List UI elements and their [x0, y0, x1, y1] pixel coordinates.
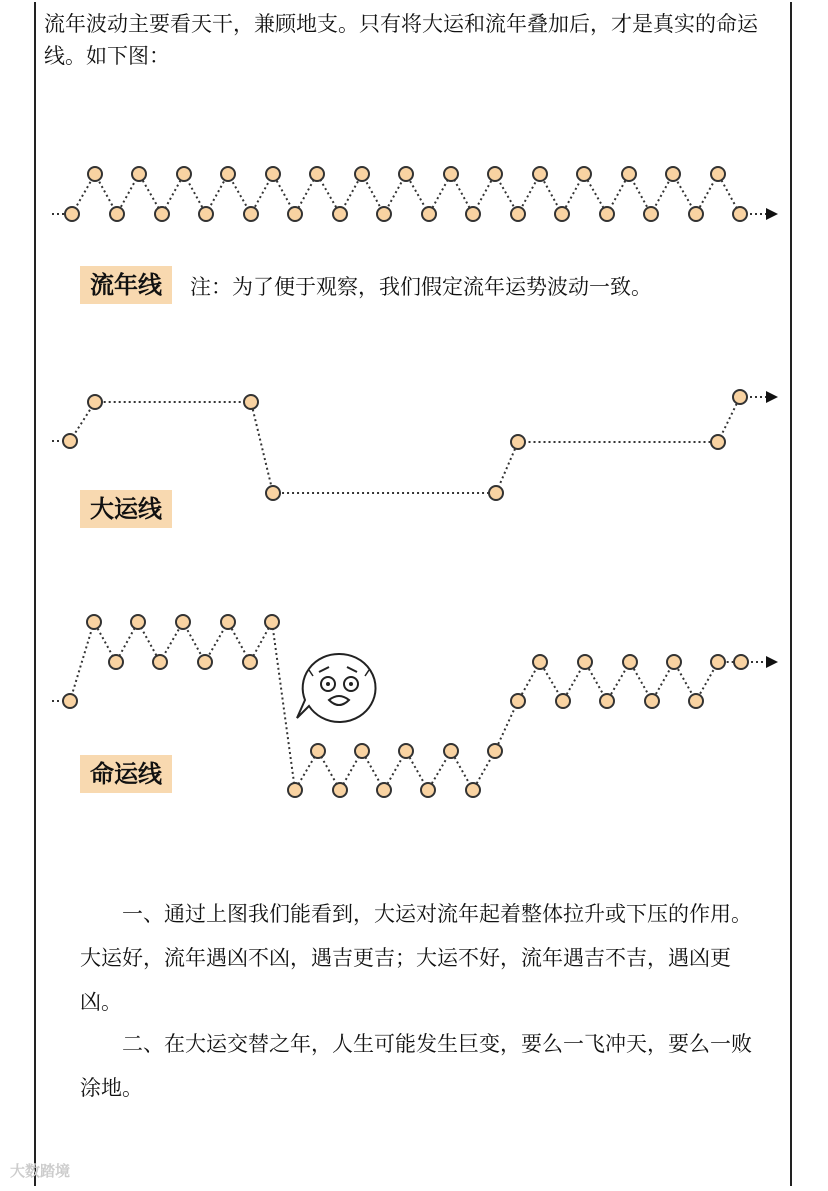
- node: [666, 167, 680, 181]
- node: [244, 395, 258, 409]
- node: [533, 655, 547, 669]
- node: [132, 167, 146, 181]
- node: [199, 207, 213, 221]
- node: [711, 167, 725, 181]
- node: [266, 486, 280, 500]
- node: [489, 486, 503, 500]
- node: [399, 744, 413, 758]
- node: [63, 434, 77, 448]
- node: [87, 615, 101, 629]
- node: [176, 615, 190, 629]
- node: [288, 207, 302, 221]
- node: [288, 783, 302, 797]
- node: [556, 694, 570, 708]
- node: [711, 435, 725, 449]
- note-text: 注：为了便于观察，我们假定流年运势波动一致。: [190, 275, 652, 299]
- node: [667, 655, 681, 669]
- node: [65, 207, 79, 221]
- arrow-right-icon: [766, 208, 778, 220]
- node: [355, 167, 369, 181]
- node: [266, 167, 280, 181]
- node: [733, 207, 747, 221]
- node: [421, 783, 435, 797]
- node: [333, 783, 347, 797]
- node: [466, 207, 480, 221]
- shocked-face-icon: [295, 650, 381, 732]
- node: [221, 167, 235, 181]
- node: [578, 655, 592, 669]
- node: [399, 167, 413, 181]
- node: [555, 207, 569, 221]
- node: [155, 207, 169, 221]
- node: [623, 655, 637, 669]
- label-mingyun: 命运线: [80, 755, 172, 793]
- node: [198, 655, 212, 669]
- node: [355, 744, 369, 758]
- node: [488, 744, 502, 758]
- node: [711, 655, 725, 669]
- arrow-right-icon: [766, 656, 778, 668]
- node: [734, 655, 748, 669]
- dayun-line: [52, 390, 778, 500]
- connector: [70, 397, 740, 493]
- node: [244, 207, 258, 221]
- node: [511, 694, 525, 708]
- node: [88, 167, 102, 181]
- node: [333, 207, 347, 221]
- watermark: 大数踏境: [10, 1162, 71, 1180]
- node: [153, 655, 167, 669]
- node: [310, 167, 324, 181]
- node: [177, 167, 191, 181]
- node: [466, 783, 480, 797]
- node: [377, 207, 391, 221]
- node: [577, 167, 591, 181]
- node: [511, 207, 525, 221]
- node: [265, 615, 279, 629]
- node: [88, 395, 102, 409]
- node: [689, 207, 703, 221]
- node: [311, 744, 325, 758]
- node: [444, 744, 458, 758]
- node: [511, 435, 525, 449]
- paragraph-1: 一、通过上图我们能看到，大运对流年起着整体拉升或下压的作用。大运好，流年遇凶不凶，遇吉更吉；大运不好，流年遇吉不吉，遇凶更凶。: [80, 902, 752, 1014]
- node: [243, 655, 257, 669]
- node: [377, 783, 391, 797]
- node: [131, 615, 145, 629]
- node: [600, 207, 614, 221]
- node: [622, 167, 636, 181]
- node: [645, 694, 659, 708]
- label-dayun: 大运线: [80, 490, 172, 528]
- node: [689, 694, 703, 708]
- node: [109, 655, 123, 669]
- node: [644, 207, 658, 221]
- node: [444, 167, 458, 181]
- node: [110, 207, 124, 221]
- label-liunian: 流年线: [80, 266, 172, 304]
- node: [600, 694, 614, 708]
- node: [733, 390, 747, 404]
- node: [63, 694, 77, 708]
- intro-text: 流年波动主要看天干，兼顾地支。只有将大运和流年叠加后，才是真实的命运线。如下图：: [44, 12, 758, 68]
- arrow-right-icon: [766, 391, 778, 403]
- paragraph-2: 二、在大运交替之年，人生可能发生巨变，要么一飞冲天，要么一败涂地。: [80, 1032, 752, 1100]
- liunian-line: [52, 167, 778, 221]
- node: [422, 207, 436, 221]
- node: [533, 167, 547, 181]
- node: [488, 167, 502, 181]
- node: [221, 615, 235, 629]
